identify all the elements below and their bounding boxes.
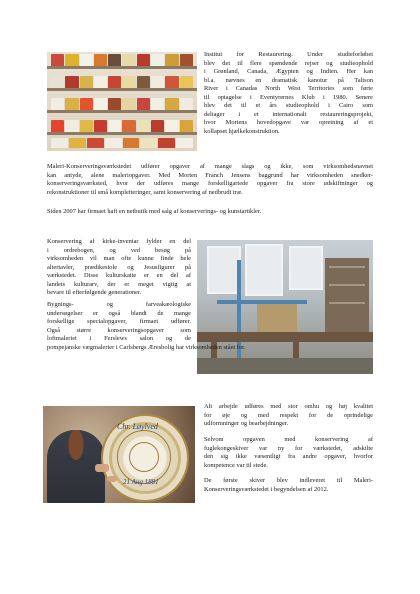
first-targets-paragraph: De første skiver blev indleveret til Maleri- Konserveringsværkstedet i begyndelsen af 2012. (204, 477, 373, 493)
quality-paragraph: Alt arbejde udføres med stor omhu og høj kvalitet for øje og med respekt for de oprindelige udformninger og bearbejdninger. (204, 403, 373, 428)
building-paragraph-end: pompejanske vægmalerier i Carlsbergs Æresbolig har virksomheden stået for. (47, 344, 246, 351)
bird-target-photo (43, 406, 195, 503)
bird-target-paragraph: Selvom opgaven med konservering af fuglekongeskiver var ny for værkstedet, adskilte den sig ikke væsentligt fra andre opgaver, hvorfor kompetence var til stede. (204, 436, 373, 469)
building-paragraph: Bygnings- og farveakæologiske undersøgelser er også blandt de mange forskellige specialopgaver, firmaet udfører. Også større konserveringsopgaver som loftmaleriet i Ferslews salon og de (47, 301, 191, 343)
intro-paragraph: Institut for Restaurering. Under studieforløbet blev det til flere spændende rejser og studieophold i Grønland, Canada, Ægypten og Indien. Her kan bl.a. nævnes en dramatisk kanotur på Taltson River i Canadas North West Territories som førte til optagelse i Eventyrernes Klub i 1980. Senere blev det til et års studieophold i Cairo som deltager i et internationalt restaureringsprojekt, hvor Mortens hovedopgave var opretning af et kollapset hjælkekonstruktion. (204, 51, 373, 135)
workshop-paragraph: Maleri-Konserveringsværkstedet udfører opgaver af mange slags og ikke, som virksomhedsnavnet kan antyde, alene maleriopgaver. Med Morten Franch Jensens baggrund har virksomheden snedker- konserveringsværksted, hvor der udføres mange forskelligartede opgaver fra store udskiftninger og rekonstruktioner til små kompletteringer, samt konservering af nedbrudt træ. (47, 163, 373, 196)
church-paragraph: Konservering af kirke-inventar fylder en del i ordrebogen, og ved besøg på virksomheden vil man ofte kunne finde hele altertavler, prædikestole og Jesusfigurer på værkstedet. Disse kulturskatte er en del af landets kulturarv, der er meget vigtig at bevare til efterfølgende generationer. (47, 238, 191, 297)
target-inscription-date: 21 Aug 1881 (123, 478, 159, 486)
target-inscription-name: Chr. Løylved (117, 422, 158, 431)
paint-shelves-photo (47, 52, 197, 151)
netshop-paragraph: Siden 2007 har firmaet haft en netbutik med salg af konserverings- og kunstartikler. (47, 208, 262, 215)
workshop-photo (197, 240, 373, 374)
